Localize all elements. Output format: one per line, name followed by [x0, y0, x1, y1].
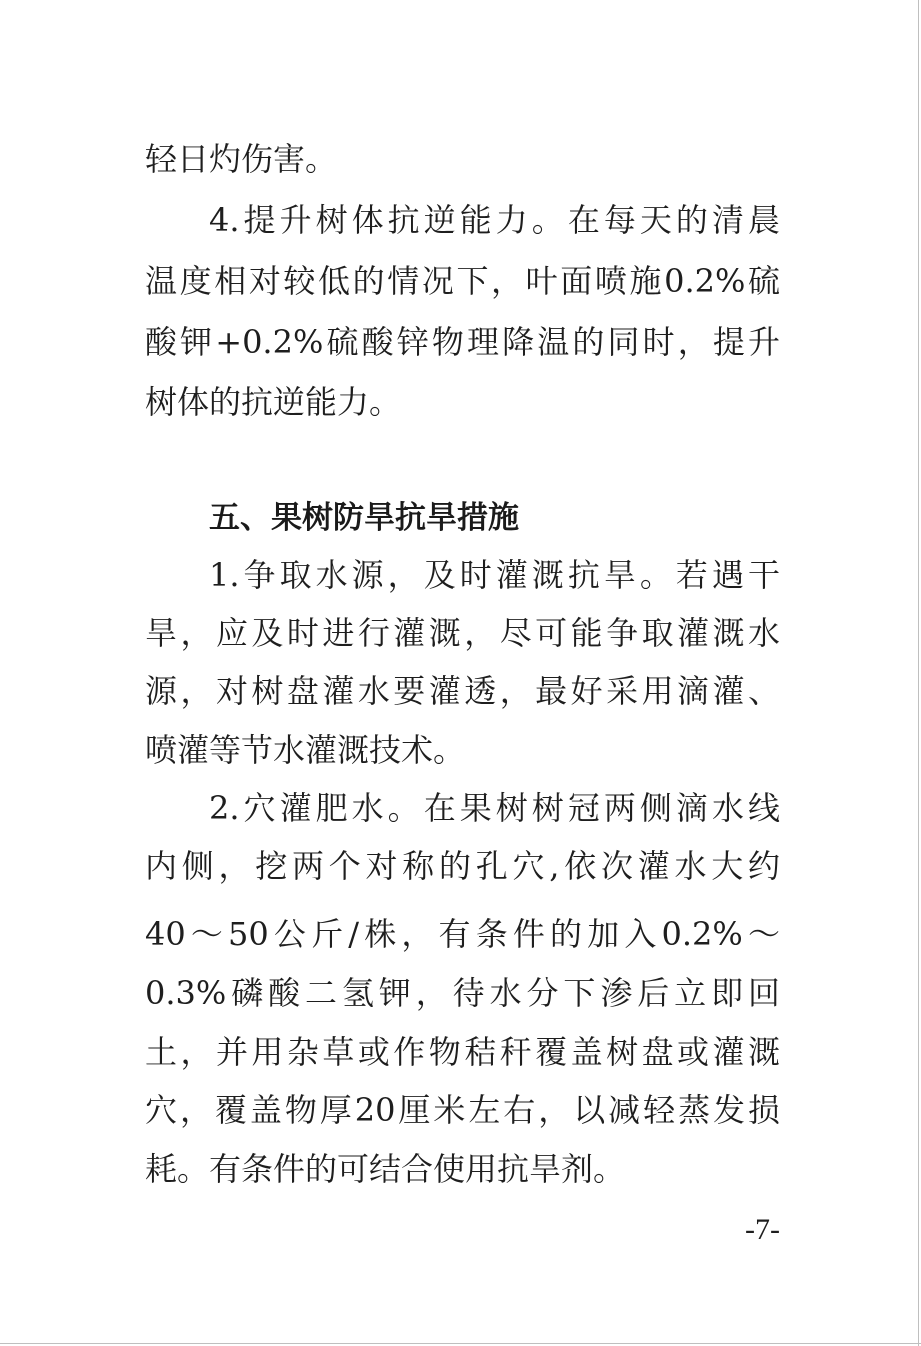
paragraph-line: 源，对树盘灌水要灌透，最好采用滴灌、	[145, 672, 780, 710]
paragraph-line: 1.争取水源，及时灌溉抗旱。若遇干	[209, 556, 780, 594]
paragraph-line: 轻日灼伤害。	[145, 140, 338, 178]
paragraph-line: 喷灌等节水灌溉技术。	[145, 731, 466, 769]
paragraph-line: 土，并用杂草或作物秸秆覆盖树盘或灌溉	[145, 1033, 780, 1071]
paragraph-line: 耗。有条件的可结合使用抗旱剂。	[145, 1150, 626, 1188]
paragraph-line: 4.提升树体抗逆能力。在每天的清晨	[209, 201, 780, 239]
paragraph-line: 0.3%磷酸二氢钾，待水分下渗后立即回	[145, 974, 780, 1012]
page-border-bottom	[0, 1343, 921, 1344]
paragraph-line: 温度相对较低的情况下，叶面喷施0.2%硫	[145, 262, 780, 300]
paragraph-line: 2.穴灌肥水。在果树树冠两侧滴水线	[209, 789, 780, 827]
paragraph-line: 酸钾+0.2%硫酸锌物理降温的同时，提升	[145, 323, 780, 361]
paragraph-line: 内侧，挖两个对称的孔穴,依次灌水大约	[145, 847, 780, 885]
paragraph-line: 穴，覆盖物厚20厘米左右，以减轻蒸发损	[145, 1091, 780, 1129]
section-heading: 五、果树防旱抗旱措施	[209, 500, 519, 536]
paragraph-line: 40～50公斤/株，有条件的加入0.2%～	[145, 915, 780, 953]
page-border-right	[918, 0, 919, 1346]
paragraph-line: 树体的抗逆能力。	[145, 383, 402, 421]
page-number: -7-	[745, 1213, 780, 1246]
paragraph-line: 旱，应及时进行灌溉，尽可能争取灌溉水	[145, 614, 780, 652]
